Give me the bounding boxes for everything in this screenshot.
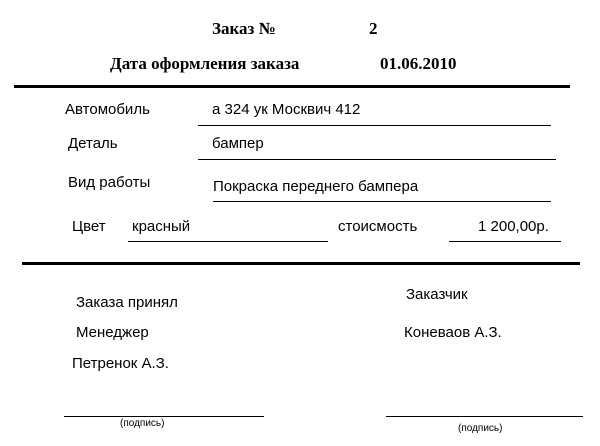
car-value: а 324 ук Москвич 412 bbox=[212, 101, 361, 118]
part-label: Деталь bbox=[68, 135, 118, 152]
work-type-value: Покраска переднего бампера bbox=[213, 178, 419, 195]
color-underline bbox=[128, 241, 328, 242]
color-value: красный bbox=[132, 218, 191, 235]
order-number-label: Заказ № bbox=[212, 19, 276, 38]
cost-value: 1 200,00р. bbox=[478, 218, 549, 235]
part-value: бампер bbox=[212, 135, 264, 152]
customer-signature-caption: (подпись) bbox=[458, 423, 503, 434]
work-type-underline bbox=[213, 201, 551, 202]
manager-name: Петренок А.З. bbox=[72, 355, 169, 372]
car-underline bbox=[198, 125, 551, 126]
customer-title: Заказчик bbox=[406, 286, 468, 303]
car-label: Автомобиль bbox=[65, 101, 150, 118]
header-divider bbox=[14, 85, 570, 88]
manager-signature-caption: (подпись) bbox=[120, 418, 165, 429]
order-date-value: 01.06.2010 bbox=[380, 54, 457, 73]
customer-name: Коневаов А.З. bbox=[404, 324, 502, 341]
color-label: Цвет bbox=[72, 218, 106, 235]
accepted-title: Заказа принял bbox=[76, 294, 178, 311]
body-divider bbox=[22, 262, 580, 265]
order-number-value: 2 bbox=[369, 19, 378, 38]
customer-signature-line bbox=[386, 416, 583, 417]
cost-underline bbox=[449, 241, 561, 242]
manager-role: Менеджер bbox=[76, 324, 149, 341]
cost-label: стоисмость bbox=[338, 218, 418, 235]
part-underline bbox=[198, 159, 556, 160]
order-date-label: Дата оформления заказа bbox=[110, 54, 300, 73]
manager-signature-line bbox=[64, 416, 264, 417]
work-type-label: Вид работы bbox=[68, 174, 151, 191]
